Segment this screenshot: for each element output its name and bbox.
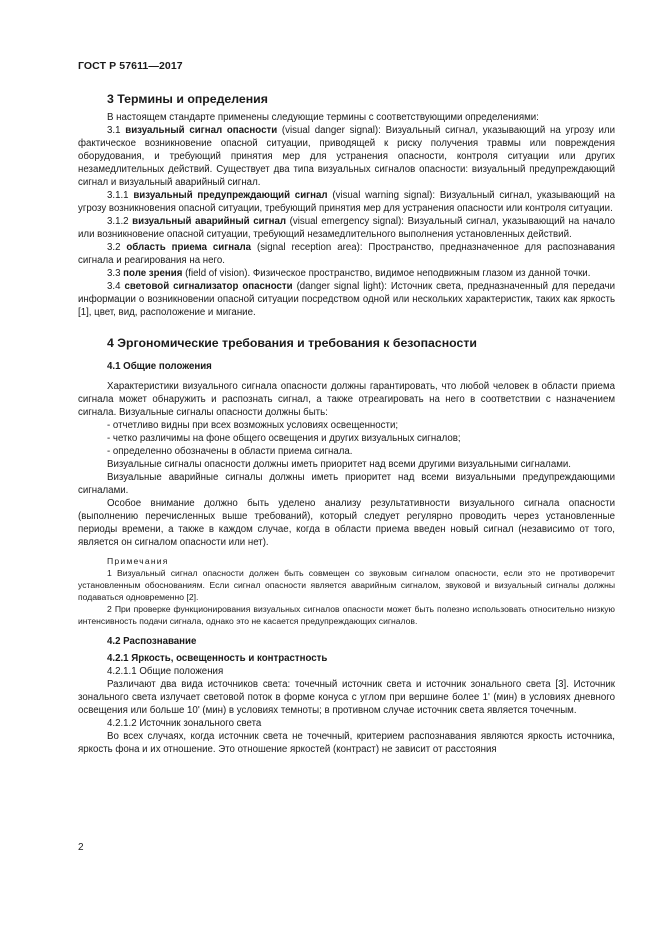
term-number: 3.1.1 [107, 190, 129, 201]
notes-title: Примечания [107, 556, 169, 566]
document-code: ГОСТ Р 57611—2017 [78, 60, 183, 72]
term-text: (visual warning signal): Визуальный сигнал, указывающий на угрозу возникновения опасной ситуации, требующий принятия мер для устранения опасности или контроля ситуации. [78, 190, 615, 214]
page-content [78, 90, 615, 756]
term-name: визуальный предупреждающий сигнал [133, 190, 328, 201]
list-item: - отчетливо видны при всех возможных условиях освещенности; [107, 420, 399, 431]
term-text: (visual danger signal): Визуальный сигнал, указывающий на угрозу или фактическое возникновение опасной ситуации, приводящей к риску получения травмы или повреждения оборудования, и требующий принятия мер для устранения опасности, контроля ситуации или других незамедлительных действий. Существует два типа визуальных сигналов опасности: визуальный предупреждающий сигнал и визуальный аварийный сигнал. [78, 125, 615, 188]
term-name: визуальный сигнал опасности [125, 125, 278, 136]
paragraph: Во всех случаях, когда источник света не точечный, критерием распознавания являются яркость источника, яркость фона и их отношение. Это отношение яркостей (контраст) не зависит от расстояния [78, 731, 615, 755]
section-4-2-1-title: 4.2.1 Яркость, освещенность и контрастность [107, 653, 328, 664]
section-3-intro: В настоящем стандарте применены следующие термины с соответствующими определениями: [107, 112, 539, 123]
term-name: визуальный аварийный сигнал [132, 216, 287, 227]
term-text: (danger signal light): Источник света, предназначенный для передачи информации о возникновении опасной ситуации посредством одной или нескольких характеристик, таких как яркость [1], цвет, вид, расположение и мигание. [78, 281, 615, 318]
term-name: поле зрения [123, 268, 183, 279]
term-definition [78, 280, 615, 319]
section-4-title: 4 Эргономические требования и требования к безопасности [107, 336, 477, 350]
term-text: (signal reception area): Пространство, предназначенное для распознавания сигнала и реагирования на него. [78, 242, 615, 266]
section-4-1-title: 4.1 Общие положения [107, 361, 212, 372]
term-definition [78, 267, 615, 280]
term-name: световой сигнализатор опасности [124, 281, 293, 292]
term-number: 3.4 [107, 281, 121, 292]
term-number: 3.2 [107, 242, 121, 253]
term-definition [78, 124, 615, 189]
term-text: (field of vision). Физическое пространство, видимое неподвижным глазом из данной точки. [182, 268, 591, 279]
list-item: - определенно обозначены в области приема сигнала. [107, 446, 353, 457]
term-definition [78, 241, 615, 267]
paragraph: Визуальные сигналы опасности должны иметь приоритет над всеми другими визуальными сигналами. [107, 459, 571, 470]
list-item: - четко различимы на фоне общего освещения и других визуальных сигналов; [107, 433, 461, 444]
term-number: 3.1.2 [107, 216, 129, 227]
paragraph: Различают два вида источников света: точечный источник света и источник зонального света [3]. Источник зонального света излучает световой поток в форме конуса с углом при вершине более 1' (мин) в условиях дневного освещения или больше 10' (мин) в условиях темноты; в противном случае источник света является точечным. [78, 679, 615, 716]
term-definition [78, 215, 615, 241]
paragraph: Особое внимание должно быть уделено анализу результативности визуального сигнала опасности (выполнению перечисленных выше требований), который следует регулярно проводить через установленные периоды времени, а также в каждом случае, когда в области приема введен новый сигнал (независимо от того, является он сигналом опасности или нет). [78, 498, 615, 548]
paragraph: Визуальные аварийные сигналы должны иметь приоритет над всеми визуальными предупреждающими сигналами. [78, 472, 615, 496]
note-item: 1 Визуальный сигнал опасности должен быть совмещен со звуковым сигналом опасности, если это не противоречит установленным обоснованиям. Если сигнал опасности является аварийным сигналом, звуковой и визуальный сигналы должны подаваться одновременно [2]. [78, 568, 615, 602]
section-3-title: 3 Термины и определения [107, 92, 268, 106]
section-4-2-1-1-title: 4.2.1.1 Общие положения [107, 666, 224, 677]
note-item: 2 При проверке функционирования визуальных сигналов опасности может быть полезно использовать относительно низкую интенсивность подачи сигнала, однако это не касается предупреждающих сигналов. [78, 604, 615, 626]
term-text: (visual emergency signal): Визуальный сигнал, указывающий на начало или возникновение опасной ситуации, требующий незамедлительного выполнения установленных действий. [78, 216, 615, 240]
page-number: 2 [78, 842, 84, 853]
section-4-2-title: 4.2 Распознавание [107, 636, 197, 647]
terms-list [78, 124, 615, 319]
term-name: область приема сигнала [126, 242, 252, 253]
term-definition [78, 189, 615, 215]
section-4-2-1-2-title: 4.2.1.2 Источник зонального света [107, 718, 262, 729]
term-number: 3.1 [107, 125, 121, 136]
paragraph: Характеристики визуального сигнала опасности должны гарантировать, что любой человек в области приема сигнала может обнаружить и распознать сигнал, а также отреагировать на него в соответствии с назначением сигнала. Визуальные сигналы опасности должны быть: [78, 381, 615, 418]
term-number: 3.3 [107, 268, 121, 279]
